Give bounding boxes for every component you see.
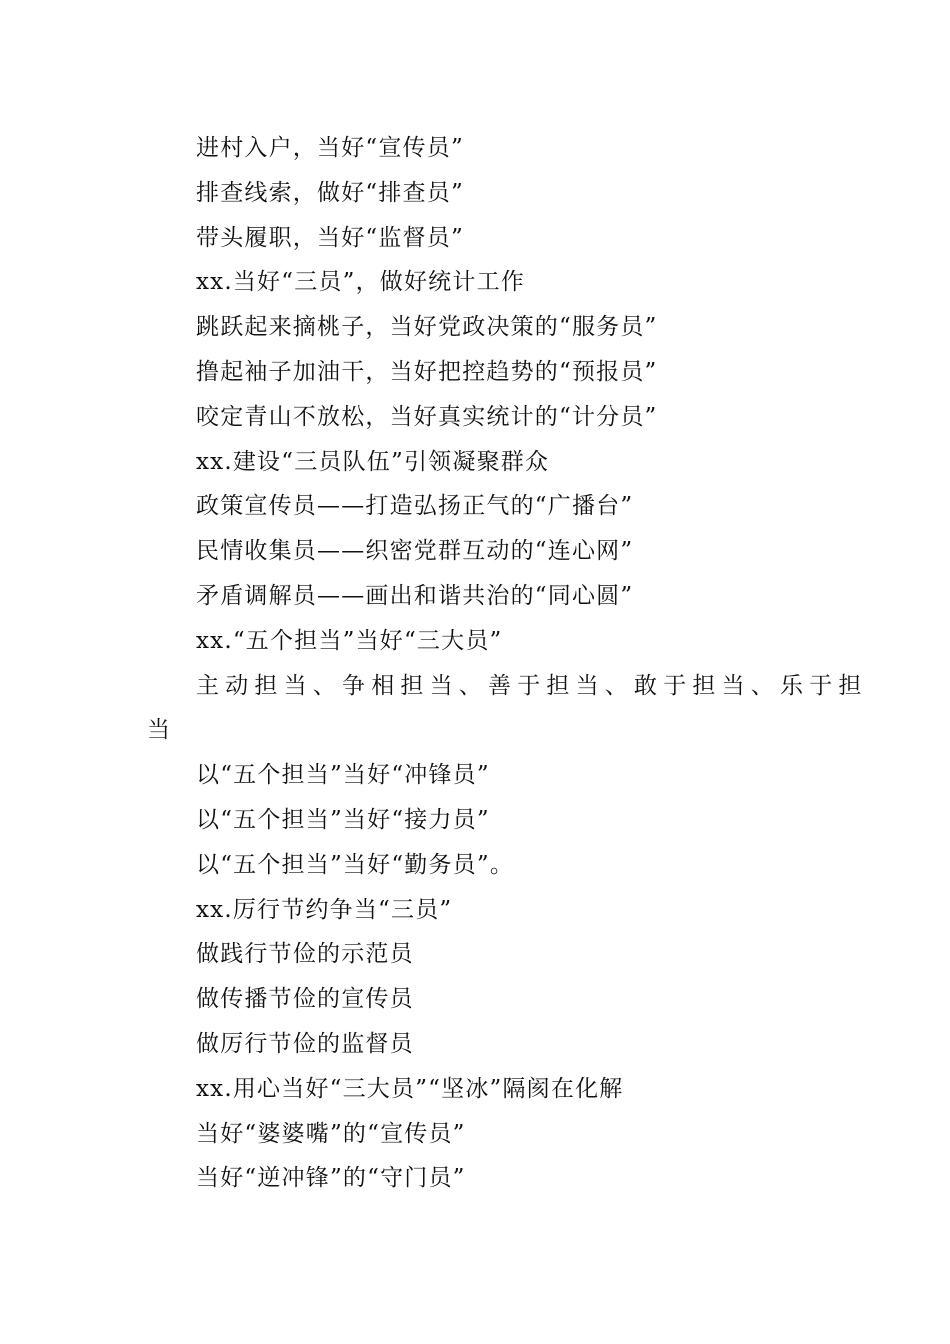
section-heading: xx.当好“三员”，做好统计工作	[196, 269, 525, 296]
section-heading: xx.建设“三员队伍”引领凝聚群众	[196, 448, 550, 475]
text-line: 咬定青山不放松，当好真实统计的“计分员”	[196, 403, 658, 430]
text-line-continuation: 当	[147, 717, 172, 744]
text-line: 排查线索，做好“排查员”	[196, 179, 464, 206]
text-line: 当好“婆婆嘴”的“宣传员”	[196, 1120, 466, 1147]
text-line: 进村入户，当好“宣传员”	[196, 135, 464, 161]
text-line: 以“五个担当”当好“勤务员”。	[196, 851, 515, 878]
section-heading: xx.厉行节约争当“三员”	[196, 896, 453, 923]
text-line: 当好“逆冲锋”的“守门员”	[196, 1165, 466, 1192]
section-heading: xx.用心当好“三大员”“坚冰”隔阂在化解	[196, 1075, 624, 1102]
text-line: 做践行节俭的示范员	[196, 941, 414, 968]
section-heading: xx.“五个担当”当好“三大员”	[196, 627, 503, 654]
document-body	[147, 126, 868, 1201]
text-line: 民情收集员——织密党群互动的“连心网”	[196, 538, 634, 565]
text-line: 主动担当、争相担当、善于担当、敢于担当、乐于担	[196, 672, 868, 699]
text-line: 做厉行节俭的监督员	[196, 1030, 414, 1057]
text-line: 跳跃起来摘桃子，当好党政决策的“服务员”	[196, 314, 658, 341]
text-line: 撸起袖子加油干，当好把控趋势的“预报员”	[196, 358, 658, 385]
text-line: 以“五个担当”当好“冲锋员”	[196, 762, 490, 789]
text-line: 以“五个担当”当好“接力员”	[196, 806, 490, 833]
text-line: 带头履职，当好“监督员”	[196, 224, 464, 251]
text-line: 矛盾调解员——画出和谐共治的“同心圆”	[196, 582, 634, 609]
text-line: 做传播节俭的宣传员	[196, 986, 414, 1013]
text-line: 政策宣传员——打造弘扬正气的“广播台”	[196, 493, 634, 520]
